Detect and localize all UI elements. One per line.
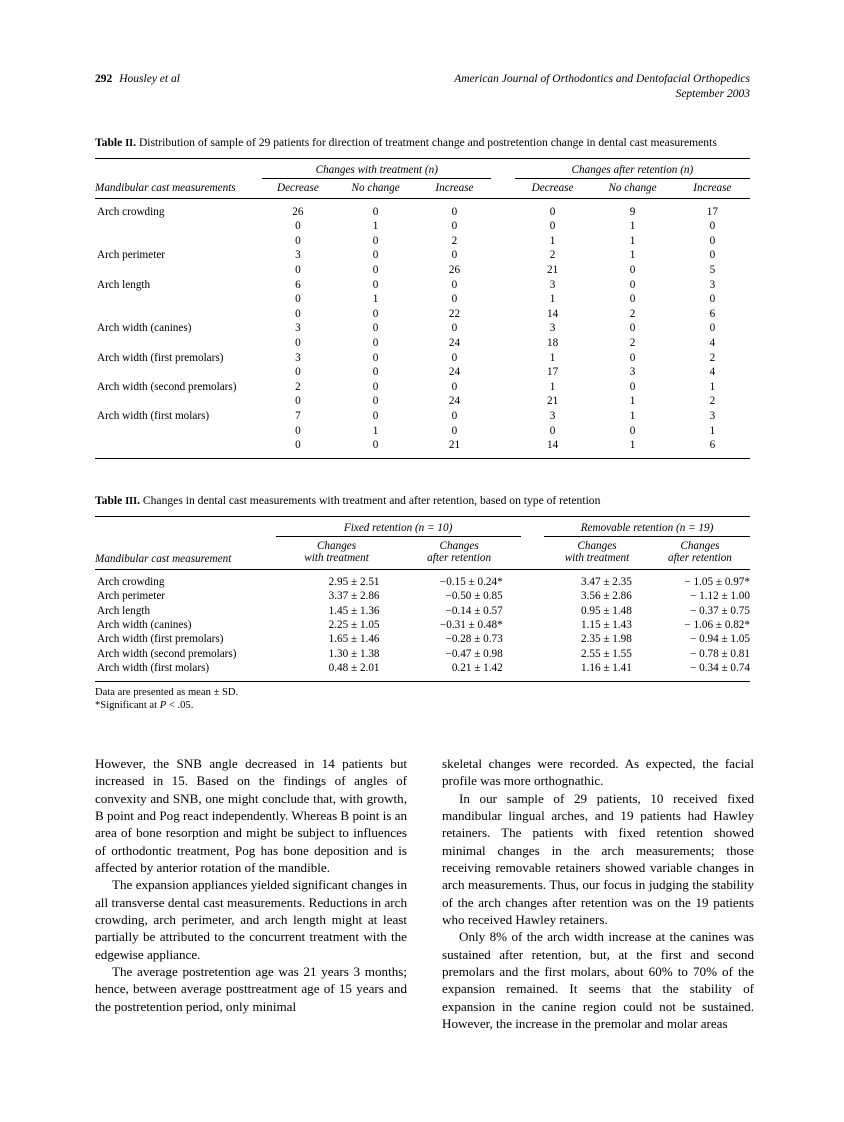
cell: 1 xyxy=(709,424,716,437)
cell: 0 xyxy=(372,307,379,320)
journal-title: American Journal of Orthodontics and Dentofacial Orthopedics xyxy=(454,73,750,85)
cell: 0 xyxy=(451,351,458,364)
cell: 21 xyxy=(448,439,461,452)
table-3-col-header-3-line2: with treatment xyxy=(564,552,630,565)
cell: − 1.05 ± 0.97* xyxy=(650,569,750,589)
cell: −0.47 ± 0.98 xyxy=(445,647,503,660)
table-3-caption xyxy=(95,494,750,510)
cell: 0 xyxy=(372,278,379,291)
table-row xyxy=(95,248,750,263)
cell: 2.55 ± 1.55 xyxy=(580,647,632,660)
cell: 0 xyxy=(295,220,301,233)
table-2-stub-header: Mandibular cast measurements xyxy=(95,181,236,194)
table-row xyxy=(95,394,750,409)
cell: 0 xyxy=(451,380,458,393)
note-2-prefix: *Significant at xyxy=(95,700,160,712)
cell: 1 xyxy=(709,380,716,393)
cell: 0 xyxy=(629,278,636,291)
table-3-col-header-2-line2: after retention xyxy=(427,552,492,565)
cell: 3 xyxy=(629,366,636,379)
cell: 0 xyxy=(295,307,301,320)
table-2-bottom-rule xyxy=(95,458,750,459)
row-label: Arch width (first premolars) xyxy=(97,351,224,364)
cell: 6 xyxy=(709,307,716,320)
row-label: Arch width (canines) xyxy=(97,322,192,335)
table-3-col-header-4-line1: Changes xyxy=(680,539,720,552)
cell: 24 xyxy=(448,336,461,349)
cell: 0 xyxy=(709,220,716,233)
row-label: Arch width (second premolars) xyxy=(97,380,237,393)
cell: 0 xyxy=(709,322,716,335)
cell: 1 xyxy=(549,293,556,306)
cell: 3 xyxy=(295,351,301,364)
cell: 1 xyxy=(549,234,556,247)
cell: 0 xyxy=(549,424,556,437)
table-3-block xyxy=(95,494,750,712)
cell: 0 xyxy=(372,263,379,276)
running-head-right xyxy=(454,72,750,102)
table-2-col-header-decrease-tx: Decrease xyxy=(276,181,319,194)
table-row xyxy=(95,380,750,395)
page-number: 292 xyxy=(95,73,113,85)
body-right-column xyxy=(442,755,754,1033)
cell: 0 xyxy=(515,198,591,219)
cell: 18 xyxy=(546,336,559,349)
cell: 2 xyxy=(709,395,716,408)
cell: 24 xyxy=(448,366,461,379)
table-3-col-header-1-line2: with treatment xyxy=(304,552,369,565)
cell: 3 xyxy=(549,322,556,335)
cell: 0 xyxy=(295,366,301,379)
paragraph: The expansion appliances yielded significant changes in all transverse dental cast measurements. Reductions in arch crowding, arch perimeter, and arch length might at least partially be attributed to the concurrent treatment with the edgewise appliance. xyxy=(95,877,407,962)
cell: 7 xyxy=(295,409,301,422)
table-2-col-header-increase-ret: Increase xyxy=(693,181,732,194)
cell: 0.48 ± 2.01 xyxy=(328,662,380,675)
cell: 2.35 ± 1.98 xyxy=(580,633,632,646)
cell: 9 xyxy=(590,198,674,219)
table-2-block xyxy=(95,136,750,459)
cell: 0 xyxy=(451,424,458,437)
cell: 24 xyxy=(448,395,461,408)
table-2-col-header-nochange-ret: No change xyxy=(608,181,657,194)
cell: 3.56 ± 2.86 xyxy=(580,590,632,603)
cell: 0.95 ± 1.48 xyxy=(580,604,632,617)
cell: 0 xyxy=(451,293,458,306)
cell: 0 xyxy=(372,395,379,408)
cell: 3 xyxy=(549,409,556,422)
cell: −0.28 ± 0.73 xyxy=(445,633,503,646)
table-row xyxy=(95,234,750,249)
table-row xyxy=(95,219,750,234)
paragraph: The average postretention age was 21 years 3 months; hence, between average posttreatment age of 15 years and the postretention period, only minimal xyxy=(95,964,407,1014)
cell: 1 xyxy=(372,293,379,306)
table-2-caption-text: Distribution of sample of 29 patients for direction of treatment change and postretention change in dental cast measurements xyxy=(138,136,717,149)
cell: 0 xyxy=(549,220,556,233)
cell: 5 xyxy=(709,263,716,276)
cell: 0 xyxy=(629,380,636,393)
cell: 1 xyxy=(372,220,379,233)
row-label xyxy=(95,438,262,458)
cell: 0 xyxy=(295,395,301,408)
table-row xyxy=(95,278,750,293)
cell: 1.30 ± 1.38 xyxy=(328,647,380,660)
running-head-authors: Housley et al xyxy=(119,73,180,85)
cell: 1.15 ± 1.43 xyxy=(580,619,632,631)
cell: 0 xyxy=(451,249,458,262)
table-row xyxy=(95,409,750,424)
cell: 0 xyxy=(418,198,491,219)
body-left-column xyxy=(95,755,407,1033)
cell: − 0.34 ± 0.74 xyxy=(690,662,750,675)
paragraph: skeletal changes were recorded. As expected, the facial profile was more orthognathic. xyxy=(442,756,754,789)
cell: 2 xyxy=(629,307,636,320)
cell: −0.15 ± 0.24* xyxy=(398,569,521,589)
table-2-col-header-nochange-tx: No change xyxy=(351,181,400,194)
row-label: Arch width (second premolars) xyxy=(97,647,237,660)
row-label: Arch perimeter xyxy=(97,249,166,262)
table-2-col-header-increase-tx: Increase xyxy=(435,181,474,194)
row-label: Arch crowding xyxy=(95,198,262,219)
cell: 17 xyxy=(546,366,559,379)
note-2-suffix: < .05. xyxy=(166,700,194,712)
table-row xyxy=(95,351,750,366)
cell: 0 xyxy=(709,249,716,262)
cell: 4 xyxy=(709,366,716,379)
table-3-group-header-1: Fixed retention (n = 10) xyxy=(276,516,521,536)
cell: 26 xyxy=(262,198,333,219)
table-row xyxy=(95,632,750,646)
table-3-body xyxy=(95,569,750,681)
cell: 3.47 ± 2.35 xyxy=(544,569,650,589)
table-2-caption xyxy=(95,136,750,152)
cell: 0 xyxy=(372,366,379,379)
cell: 0 xyxy=(629,351,636,364)
cell: 0 xyxy=(451,409,458,422)
cell: 1.45 ± 1.36 xyxy=(328,604,380,617)
cell: − 0.94 ± 1.05 xyxy=(690,633,750,646)
cell: 0 xyxy=(709,234,716,247)
cell: 3 xyxy=(549,278,556,291)
cell: 0 xyxy=(451,278,458,291)
table-row xyxy=(95,307,750,322)
row-label: Arch length xyxy=(97,604,151,617)
table-row xyxy=(95,263,750,278)
cell: 0 xyxy=(372,234,379,247)
cell: 6 xyxy=(709,439,716,452)
cell: 1 xyxy=(549,351,556,364)
cell: 1 xyxy=(549,380,556,393)
table-3-caption-text: Changes in dental cast measurements with treatment and after retention, based on type of retention xyxy=(142,494,601,507)
table-row xyxy=(95,569,750,589)
cell: 1 xyxy=(629,234,636,247)
table-3-note-1: Data are presented as mean ± SD. xyxy=(95,686,239,698)
running-head-left xyxy=(95,72,180,86)
cell: 1 xyxy=(629,249,636,262)
table-2-col-header-decrease-ret: Decrease xyxy=(531,181,574,194)
cell: 0 xyxy=(629,322,636,335)
paragraph: However, the SNB angle decreased in 14 patients but increased in 15. Based on the findings of angles of convexity and SNB, one might conclude that, with growth, B point and Pog react independently. Whereas B point is an area of bone resorption and might be subject to influences of orthodontic treatment, Pog has bone deposition and is affected by anterior rotation of the mandible. xyxy=(95,756,407,876)
cell: 2.25 ± 1.05 xyxy=(328,619,380,631)
cell: 2 xyxy=(295,380,301,393)
row-label: Arch width (first premolars) xyxy=(97,633,224,646)
table-3-stub-header: Mandibular cast measurement xyxy=(95,552,232,565)
row-label xyxy=(95,365,262,380)
cell: 1.65 ± 1.46 xyxy=(328,633,380,646)
table-row xyxy=(95,336,750,351)
cell: 1.16 ± 1.41 xyxy=(580,662,632,675)
cell: 0 xyxy=(372,351,379,364)
cell: 0 xyxy=(372,322,379,335)
cell: 0 xyxy=(372,409,379,422)
row-label xyxy=(95,292,262,307)
cell: 14 xyxy=(546,307,559,320)
cell: 0.21 ± 1.42 xyxy=(451,662,503,675)
cell: − 0.37 ± 0.75 xyxy=(690,604,750,617)
note-2-symbol: P xyxy=(159,700,167,712)
table-3-col-header-2-line1: Changes xyxy=(439,539,479,552)
table-3-label: Table III. xyxy=(95,494,140,507)
cell: 3 xyxy=(295,322,301,335)
row-label: Arch crowding xyxy=(95,569,276,589)
table-2 xyxy=(95,158,750,459)
cell: 0 xyxy=(709,293,716,306)
cell: −0.14 ± 0.57 xyxy=(445,604,503,617)
table-3-group-header-2: Removable retention (n = 19) xyxy=(544,516,750,536)
row-label xyxy=(95,336,262,351)
body-text xyxy=(95,755,755,1033)
cell: −0.31 ± 0.48* xyxy=(439,619,503,631)
table-row xyxy=(95,424,750,439)
row-label xyxy=(95,307,262,322)
table-row xyxy=(95,438,750,458)
cell: 0 xyxy=(295,424,301,437)
row-label xyxy=(95,424,262,439)
row-label xyxy=(95,234,262,249)
table-row xyxy=(95,292,750,307)
table-2-group-header-2: Changes after retention (n) xyxy=(515,158,750,178)
cell: 0 xyxy=(372,336,379,349)
cell: 2 xyxy=(629,336,636,349)
cell: − 1.06 ± 0.82* xyxy=(684,619,750,631)
table-2-body xyxy=(95,198,750,459)
table-3-col-header-4-line2: after retention xyxy=(667,552,732,565)
cell: 0 xyxy=(333,198,417,219)
cell: 17 xyxy=(675,198,750,219)
cell: 1 xyxy=(629,395,636,408)
table-2-group-header-1: Changes with treatment (n) xyxy=(262,158,491,178)
cell: 4 xyxy=(709,336,716,349)
cell: 0 xyxy=(295,293,301,306)
cell: 0 xyxy=(295,336,301,349)
issue-date: September 2003 xyxy=(675,88,750,100)
cell: 0 xyxy=(295,439,301,452)
cell: − 1.12 ± 1.00 xyxy=(690,590,750,603)
cell: 3 xyxy=(709,409,716,422)
row-label xyxy=(95,219,262,234)
cell: 21 xyxy=(546,395,559,408)
table-3-notes xyxy=(95,682,750,713)
row-label: Arch perimeter xyxy=(97,590,166,603)
cell: 0 xyxy=(295,263,301,276)
table-3 xyxy=(95,516,750,682)
row-label xyxy=(95,263,262,278)
row-label: Arch width (first molars) xyxy=(97,409,210,422)
table-row xyxy=(95,321,750,336)
cell: 0 xyxy=(451,220,458,233)
cell: −0.50 ± 0.85 xyxy=(445,590,503,603)
table-row xyxy=(95,661,750,681)
cell: 2.95 ± 2.51 xyxy=(276,569,398,589)
row-label xyxy=(95,394,262,409)
table-2-label: Table II. xyxy=(95,136,137,149)
cell: − 0.78 ± 0.81 xyxy=(690,647,750,660)
cell: 22 xyxy=(448,307,461,320)
cell: 2 xyxy=(549,249,556,262)
running-head xyxy=(95,72,750,102)
table-3-col-header-3-line1: Changes xyxy=(577,539,617,552)
cell: 0 xyxy=(372,380,379,393)
row-label: Arch length xyxy=(97,278,151,291)
cell: 14 xyxy=(546,439,559,452)
cell: 21 xyxy=(546,263,559,276)
cell: 0 xyxy=(295,234,301,247)
table-row xyxy=(95,647,750,661)
cell: 0 xyxy=(372,249,379,262)
table-row xyxy=(95,198,750,219)
paragraph: In our sample of 29 patients, 10 received fixed mandibular lingual arches, and 19 patients had Hawley retainers. The patients with fixed retention showed minimal changes in the arch measurements; those receiving removable retainers showed variable changes in arch measurements. Thus, our focus in judging the stability of the arch changes after retention was on the 19 patients who received Hawley retainers. xyxy=(442,790,754,928)
cell: 3 xyxy=(295,249,301,262)
cell: 3 xyxy=(709,278,716,291)
cell: 1 xyxy=(629,439,636,452)
cell: 2 xyxy=(451,234,458,247)
cell: 0 xyxy=(629,293,636,306)
table-row xyxy=(95,604,750,618)
cell: 0 xyxy=(629,424,636,437)
cell: 1 xyxy=(629,409,636,422)
table-row xyxy=(95,589,750,603)
table-3-note-2 xyxy=(95,699,750,712)
cell: 26 xyxy=(448,263,461,276)
row-label: Arch width (canines) xyxy=(97,619,192,631)
cell: 0 xyxy=(372,439,379,452)
cell: 0 xyxy=(629,263,636,276)
table-row xyxy=(95,365,750,380)
paragraph: Only 8% of the arch width increase at the canines was sustained after retention, but, at the first and second premolars and the first molars, about 60% to 70% of the expansion remained. It seems that the stability of expansion in the canine region could not be sustained. However, the increase in the premolar and molar areas xyxy=(442,929,754,1032)
table-3-col-header-1-line1: Changes xyxy=(316,539,357,552)
cell: 2 xyxy=(709,351,716,364)
cell: 0 xyxy=(451,322,458,335)
cell: 1 xyxy=(372,424,379,437)
cell: 6 xyxy=(295,278,301,291)
row-label: Arch width (first molars) xyxy=(97,662,210,675)
cell: 3.37 ± 2.86 xyxy=(328,590,380,603)
cell: 1 xyxy=(629,220,636,233)
table-row xyxy=(95,618,750,632)
